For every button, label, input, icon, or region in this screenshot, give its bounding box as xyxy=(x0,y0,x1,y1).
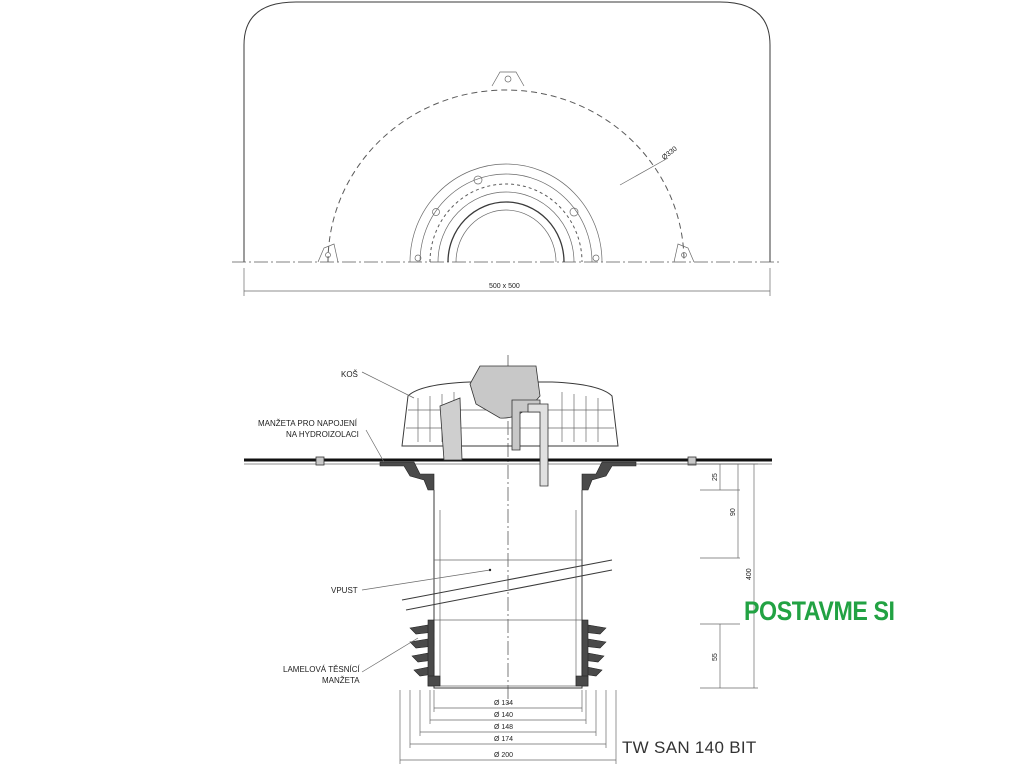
plan-outline xyxy=(244,2,770,262)
label-lamelova-1: LAMELOVÁ TĚSNÍCÍ xyxy=(283,665,360,674)
plan-diameter-label: Ø330 xyxy=(660,145,679,162)
dim-90: 90 xyxy=(730,508,737,516)
plan-dashed-circle xyxy=(328,90,684,262)
model-name: TW SAN 140 BIT xyxy=(622,738,757,757)
dim-400: 400 xyxy=(746,568,753,580)
label-vpust: VPUST xyxy=(331,586,358,595)
flange-right xyxy=(582,462,636,490)
dim-55: 55 xyxy=(712,653,719,661)
section-view xyxy=(244,355,772,764)
dia-140: Ø 140 xyxy=(494,712,514,719)
dia-200: Ø 200 xyxy=(494,752,514,759)
plan-ear-top xyxy=(492,72,524,86)
label-kos: KOŠ xyxy=(341,370,358,379)
dim-25: 25 xyxy=(712,473,719,481)
label-lamelova-2: MANŽETA xyxy=(322,676,360,685)
label-manzeta-2: NA HYDROIZOLACI xyxy=(286,430,359,439)
dia-174: Ø 174 xyxy=(494,736,514,743)
plan-view xyxy=(232,2,782,296)
label-manzeta-1: MANŽETA PRO NAPOJENÍ xyxy=(258,419,357,428)
brand-logo: POSTAVME SI xyxy=(744,596,895,626)
flange-left xyxy=(380,462,434,490)
dia-148: Ø 148 xyxy=(494,724,514,731)
plan-size-label: 500 x 500 xyxy=(489,283,520,290)
dia-134: Ø 134 xyxy=(494,700,514,707)
